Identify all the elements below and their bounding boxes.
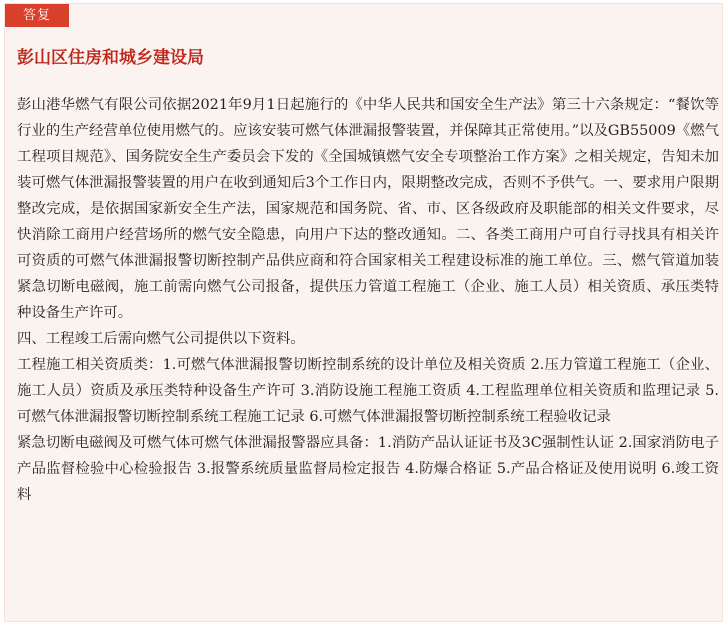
reply-tag: 答复 bbox=[5, 4, 69, 27]
reply-body bbox=[17, 92, 719, 508]
reply-panel bbox=[4, 3, 723, 622]
reply-organization: 彭山区住房和城乡建设局 bbox=[17, 48, 204, 68]
reply-paragraph-section-four: 四、工程竣工后需向燃气公司提供以下资料。 bbox=[17, 331, 305, 347]
reply-paragraph-equipment: 紧急切断电磁阀及可燃气体可燃气体泄漏报警器应具备：1.消防产品认证证书及3C强制性认证 2.国家消防电子产品监督检验中心检验报告 3.报警系统质量监督局检定报告 4.防爆合格证 5.产品合格证及使用说明 6.竣工资料 bbox=[17, 435, 719, 503]
reply-paragraph-main: 彭山港华燃气有限公司依据2021年9月1日起施行的《中华人民共和国安全生产法》第三十六条规定：“餐饮等行业的生产经营单位使用燃气的。应该安装可燃气体泄漏报警装置，并保障其正常使用。”以及GB55009《燃气工程项目规范》、国务院安全生产委员会下发的《全国城镇燃气安全专项整治工作方案》之相关规定，告知未加装可燃气体泄漏报警装置的用户在收到通知后3个工作日内，限期整改完成，否则不予供气。一、要求用户限期整改完成，是依据国家新安全生产法，国家规范和国务院、省、市、区各级政府及职能部的相关文件要求，尽快消除工商用户经营场所的燃气安全隐患，向用户下达的整改通知。二、各类工商用户可自行寻找具有相关许可资质的可燃气体泄漏报警切断控制产品供应商和符合国家相关工程建设标准的施工单位。三、燃气管道加装紧急切断电磁阀，施工前需向燃气公司报备，提供压力管道工程施工（企业、施工人员）相关资质、承压类特种设备生产许可。 bbox=[17, 97, 719, 321]
reply-paragraph-qualifications: 工程施工相关资质类：1.可燃气体泄漏报警切断控制系统的设计单位及相关资质 2.压力管道工程施工（企业、施工人员）资质及承压类特种设备生产许可 3.消防设施工程施工资质 4.工程监理单位相关资质和监理记录 5.可燃气体泄漏报警切断控制系统工程施工记录 6.可燃气体泄漏报警切断控制系统工程验收记录 bbox=[17, 357, 719, 425]
